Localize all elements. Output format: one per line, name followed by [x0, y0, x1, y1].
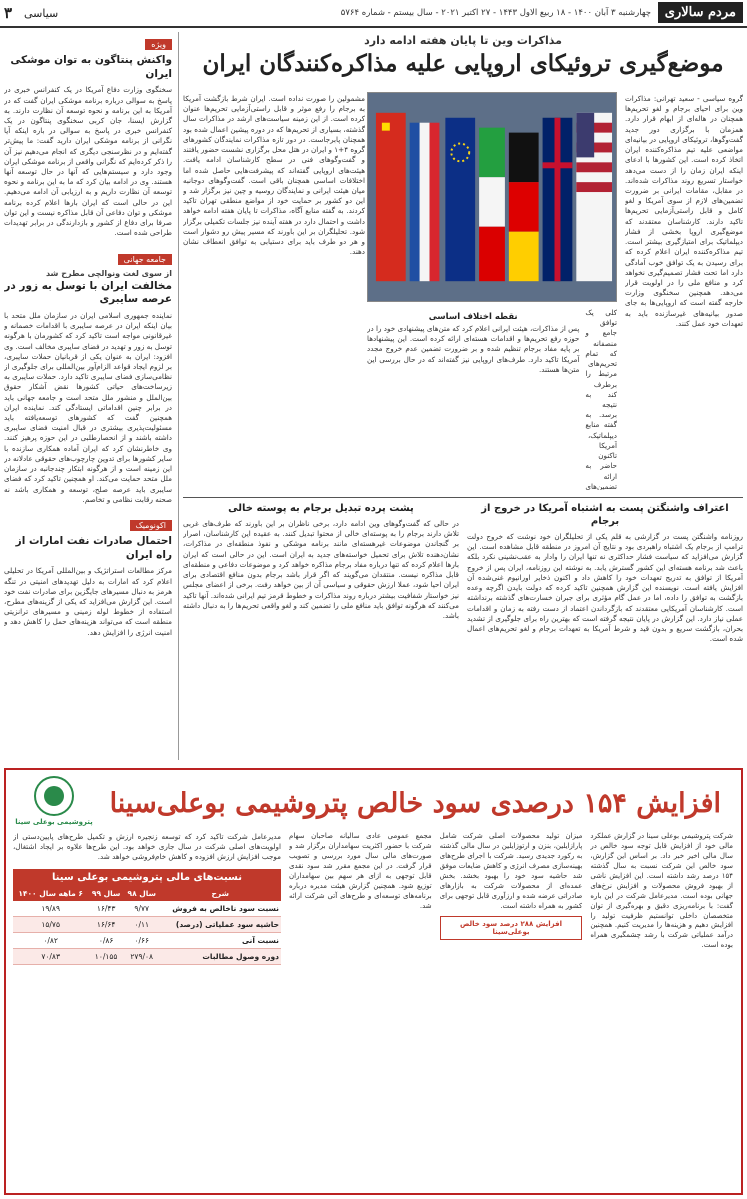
page-header — [0, 0, 747, 28]
sidebar-story-uae-oil — [4, 513, 172, 638]
story-body: مرکز مطالعات استراتژیک و بین‌المللی آمریکا در تحلیلی اعلام کرد که امارات به دلیل تهدیدهای امنیتی در تنگه هرمز به دنبال مسیرهای جایگزین برای صادرات نفت خود است. این گزارش می‌افزاید که یکی از گزینه‌های مطرح، استفاده از خطوط لوله زمینی و مسیرهای ترانزیتی منطقه است که می‌تواند هزینه‌های حمل را کاهش دهد و امنیت انرژی را افزایش دهد. — [4, 566, 172, 637]
table-cell: ۰/۸۶ — [88, 932, 124, 948]
table-cell: ۱۶/۶۴ — [88, 916, 124, 932]
column-text: کلی یک توافق جامع و منصفانه که تمام تحریم‌های مرتبط را برطرف کند به نتیجه برسد. به گفته منابع دیپلماتیک، آمریکا تاکنون حاضر به ارائه تضمین‌های — [585, 308, 617, 490]
table-body — [13, 901, 281, 965]
table-row — [13, 916, 281, 932]
second-column — [183, 94, 365, 490]
table-row — [13, 901, 281, 917]
column-text: شرکت پتروشیمی بوعلی سینا در گزارش عملکرد مالی خود از افزایش قابل توجه سود خالص در سال مالی اخیر خبر داد. بر اساس این گزارش، سود خالص این شرکت نسبت به سال گذشته ۱۵۴ درصد رشد داشته است. این افزایش ناشی از بهبود فروش محصولات و افزایش نرخ‌های جهانی بوده است. مدیرعامل شرکت در این باره گفت: با برنامه‌ریزی دقیق و بهره‌گیری از توان متخصصان داخلی توانستیم ظرفیت تولید را افزایش دهیم و هزینه‌ها را مدیریت کنیم. همچنین درآمد عملیاتی شرکت با رشد چشمگیری همراه بوده است. — [590, 832, 733, 950]
page-number: ۳ — [4, 4, 13, 22]
table-cell: ۱۵/۷۵ — [13, 916, 88, 932]
table-cell: ۲۷۹/۰۸ — [124, 948, 160, 964]
story-washington-post — [467, 498, 743, 760]
table-cell: ۱۹/۸۹ — [13, 901, 88, 917]
lead-column — [625, 94, 743, 490]
main-kicker: مذاکرات وین تا پایان هفته ادامه دارد — [364, 34, 562, 47]
column-text: پس از مذاکرات، هیئت ایرانی اعلام کرد که متن‌های پیشنهادی خود را در حوزه رفع تحریم‌ها و اقدامات هسته‌ای ارائه کرده است. این پیشنهادها بر پایه مفاد برجام تنظیم شده و بر ضرورت تضمین عدم خروج مجدد آمریکا تاکید دارد. طرف‌های اروپایی نیز گفته‌اند که در حال بررسی این متن‌ها هستند. — [367, 324, 580, 374]
table-header-cell: شرح — [160, 886, 281, 901]
story-body: در حالی که گفت‌وگوهای وین ادامه دارد، برخی ناظران بر این باورند که طرف‌های غربی تلاش دارند برجام را به پوسته‌ای خالی از محتوا تبدیل کنند. به عقیده این کارشناسان، اصرار بر گنجاندن موضوعات غیرهسته‌ای مانند برنامه موشکی و نفوذ منطقه‌ای در مذاکرات، نشان‌دهنده تلاش برای تحمیل خواسته‌های جدید به ایران است. این در حالی است که ایران بارها اعلام کرده که تنها درباره مفاد برجام مذاکره خواهد کرد و موضوعات دفاعی و منطقه‌ای قابل مذاکره نیست. منتقدان می‌گویند که اگر قرار باشد برجام بدون منافع اقتصادی برای ایران احیا شود، عملا ارزش حقوقی و سیاسی آن از بین خواهد رفت. برخی از اعضای مجلس نیز خواستار شفافیت بیشتر درباره روند مذاکرات و خطوط قرمز تیم ایرانی شده‌اند. آنها تاکید می‌کنند که هرگونه توافق باید منافع ملی را تضمین کند و لغو واقعی تحریم‌ها را به دنبال داشته باشد. — [183, 519, 459, 620]
sidebar-story-missiles — [4, 32, 172, 239]
column-text: میزان تولید محصولات اصلی شرکت شامل پارازایلین، بنزن و ارتوزایلین در سال مالی گذشته به رکورد جدیدی رسید. شرکت با اجرای طرح‌های بهینه‌سازی مصرف انرژی و کاهش ضایعات موفق شد حاشیه سود خود را بهبود بخشد. بخش عمده‌ای از محصولات شرکت به بازارهای صادراتی عرضه شده و ارزآوری قابل توجهی برای کشور به همراه داشته است. — [439, 832, 583, 910]
lead-text: گروه سیاسی - سعید تهرانی: مذاکرات وین برای احیای برجام و لغو تحریم‌ها همچنان در هاله‌ای از ابهام قرار دارد. همزمان با برگزاری دور جدید گفت‌وگوها، تروئیکای اروپایی در بیانیه‌ای مواضعی علیه تیم مذاکره‌کننده ایران اتخاذ کرده است. این کشورها با ادعای اینکه ایران زمان را از دست می‌دهد خواستار تسریع روند مذاکرات شده‌اند. در مقابل، مقامات ایرانی بر ضرورت تضمین‌های لازم از سوی آمریکا و لغو کامل و قابل راستی‌آزمایی تحریم‌ها تاکید دارند. کارشناسان معتقدند که موضع‌گیری اروپا بخشی از فشار دیپلماتیک برای امتیازگیری بیشتر است. تیم مذاکره‌کننده ایران اعلام کرده که برای رسیدن به یک توافق خوب آمادگی دارد اما تحت فشار تصمیم‌گیری نخواهد کرد و منافع ملی را در اولویت قرار می‌دهد. همچنین سخنگوی وزارت خارجه گفته است که اروپایی‌ها به جای صدور بیانیه‌های غیرسازنده باید به تعهدات خود عمل کنند. — [625, 94, 743, 328]
ad-column — [590, 832, 733, 1190]
table-row — [13, 948, 281, 964]
table-header-cell: ۶ ماهه سال ۱۴۰۰ — [13, 886, 88, 901]
ad-table-column — [13, 832, 281, 1190]
table-cell: دوره وصول مطالبات — [160, 948, 281, 964]
dateline: چهارشنبه ۳ آبان ۱۴۰۰ - ۱۸ ربیع الاول ۱۴۴۳ - ۲۷ اکتبر ۲۰۲۱ - سال بیستم - شماره ۵۷۶۴ — [340, 8, 651, 18]
table-header-cell: سال ۹۸ — [124, 886, 160, 901]
column-text: مدیرعامل شرکت تاکید کرد که توسعه زنجیره ارزش و تکمیل طرح‌های پایین‌دستی از اولویت‌های اصلی شرکت در سال جاری خواهد بود. این طرح‌ها علاوه بر ایجاد اشتغال، موجب افزایش ارزش افزوده و کاهش خام‌فروشی خواهد شد. — [13, 832, 281, 862]
story-tag: جامعه جهانی — [118, 254, 172, 265]
story-body: روزنامه واشنگتن پست در گزارشی به قلم یکی از تحلیلگران خود نوشت که خروج دولت ترامپ از برجام یک اشتباه راهبردی بود و نتایج آن امروز در منطقه قابل مشاهده است. این گزارش می‌افزاید که سیاست فشار حداکثری نه تنها ایران را وادار به عقب‌نشینی نکرد بلکه باعث شد برنامه هسته‌ای این کشور گسترش یابد. به نوشته این روزنامه، ایران پس از خروج آمریکا از توافق به تدریج تعهدات خود را کاهش داد و اکنون ذخایر اورانیوم غنی‌شده آن افزایش یافته است. نویسنده این گزارش همچنین تاکید کرده که دولت بایدن اگرچه وعده بازگشت به توافق را داده، اما در عمل گام مؤثری برای جبران خسارت‌های گذشته برنداشته است. کارشناسان آمریکایی معتقدند که بازگرداندن اعتماد از دست رفته به زمان و اقدامات عملی نیاز دارد. این گزارش در پایان نتیجه گرفته است که بهترین راه برای جلوگیری از تشدید بحران، بازگشت سریع و بدون قید و شرط آمریکا به تعهدات برجام و لغو تحریم‌های اعمال شده است. — [467, 532, 743, 644]
story-headline: پشت پرده تبدیل برجام به پوسته خالی — [228, 503, 414, 514]
section-name: سیاسی — [24, 7, 59, 20]
story-headline: مخالفت ایران با توسل به زور در عرصه سایبری — [4, 279, 172, 306]
financial-ratios-table — [13, 886, 281, 965]
highlight-box: افزایش ۲۸۸ درصد سود خالص بوعلی‌سینا — [440, 916, 583, 940]
table-cell: ۷۰/۸۳ — [13, 948, 88, 964]
ad-column — [440, 832, 583, 1190]
company-logo — [14, 776, 94, 828]
table-cell: ۹/۷۷ — [124, 901, 160, 917]
flags-photo — [367, 92, 617, 302]
table-cell: ۰/۱۱ — [124, 916, 160, 932]
table-cell: نسبت آنی — [160, 932, 281, 948]
table-cell: نسبت سود ناخالص به فروش — [160, 901, 281, 917]
table-cell: ۰/۶۶ — [124, 932, 160, 948]
table-header-row — [13, 886, 281, 901]
subheading: نقطه اختلاف اساسی — [428, 312, 518, 322]
story-headline: احتمال صادرات نفت امارات از راه ایران — [15, 535, 172, 561]
under-photo-columns — [367, 308, 617, 490]
flags-illustration — [368, 93, 616, 301]
story-headline: اعتراف واشنگتن پست به اشتباه آمریکا در خروج از برجام — [481, 503, 729, 527]
sidebar — [4, 32, 179, 760]
newspaper-masthead: مردم سالاری — [658, 2, 743, 23]
ad-body — [13, 832, 733, 1190]
main-headline: موضع‌گیری تروئیکای اروپایی علیه مذاکره‌کنندگان ایران — [202, 50, 724, 77]
story-jcpoa-shell — [183, 498, 459, 760]
table-cell: ۰/۸۲ — [13, 932, 88, 948]
ad-column — [289, 832, 432, 1190]
column-text: مشمولین را صورت نداده است. ایران شرط بازگشت آمریکا به برجام را رفع موثر و قابل راستی‌آزمایی تحریم‌ها عنوان کرده است. از این زمینه سیاست‌های ارشد در مذاکرات سال گذشته، بسیاری از تحریم‌ها که در دوره پیشین اعمال شده بود همچنان پابرجاست. در دور تازه مذاکرات نمایندگان کشورهای گروه ۴+۱ و ایران در هتل محل برگزاری نشست حضور یافتند و گفت‌وگوهای فنی در سطح کارشناسان ادامه یافت. هیئت‌های اروپایی گفته‌اند که پیشرفت‌هایی حاصل شده اما اختلافات اساسی همچنان باقی است. گفت‌وگوهای دوجانبه میان هیئت ایرانی و نمایندگان روسیه و چین نیز برگزار شد و این دو کشور بر حمایت خود از مواضع منطقی تهران تاکید کردند. به گفته منابع آگاه، مذاکرات تا پایان هفته ادامه خواهد داشت و احتمال دارد در هفته آینده نیز جلسات تکمیلی برگزار شود. تحلیلگران بر این باورند که مسیر پیش رو دشوار است و هر دو طرف باید برای دستیابی به توافق انعطاف نشان دهند. — [183, 94, 365, 257]
logo-text: پتروشیمی بوعلی سینا — [15, 818, 93, 826]
table-cell: ۱۶/۴۳ — [88, 901, 124, 917]
main-story — [183, 32, 743, 760]
story-headline: واکنش پنتاگون به توان موشکی ایران — [10, 54, 172, 80]
table-cell: ۱۰/۱۵۵ — [88, 948, 124, 964]
story-body: سخنگوی وزارت دفاع آمریکا در یک کنفرانس خبری در پاسخ به سوالی درباره برنامه موشکی ایران گفت که در آمریکا به این برنامه و نحوه توسعه آن نظارت دارند. به گزارش ایسنا، جان کربی سخنگوی پنتاگون در یک کنفرانس خبری در پاسخ به سوالی در باره اینکه آیا نگرانی از برنامه موشکی ایران دارید گفت: ما پیش‌تر گفته‌ایم و در نظرسنجی دیگری که انجام می‌دهیم نیز آن را ذکر کرده‌ایم که نگرانی واقعی از برنامه موشکی ایران وجود دارد و سیستم‌هایی که آنها در حال توسعه آنها هستند. وی در ادامه بیان کرد که ما به این برنامه و نحوه توسعه آن نظارت داریم و به ارزیابی آن ادامه می‌دهیم. این در حالی است که ایران بارها اعلام کرده برنامه موشکی و توان دفاعی آن قابل مذاکره نیست و این توان صرفا برای دفاع از کشور و بازدارندگی در برابر تهدیدات طراحی شده است. — [4, 85, 172, 238]
table-row — [13, 932, 281, 948]
logo-icon — [34, 776, 74, 816]
story-tag: ویژه — [145, 39, 172, 50]
story-tag: اکونومیک — [130, 520, 172, 531]
table-title: نسبت‌های مالی پتروشیمی بوعلی سینا — [13, 869, 281, 886]
advertisement — [4, 768, 743, 1195]
column-text: مجمع عمومی عادی سالیانه صاحبان سهام شرکت با حضور اکثریت سهامداران برگزار شد و صورت‌های مالی سال مورد بررسی و تصویب قرار گرفت. در این مجمع مقرر شد سود نقدی قابل توجهی به ازای هر سهم بین سهامداران توزیع شود. همچنین گزارش هیئت مدیره درباره برنامه‌های توسعه‌ای و طرح‌های آتی شرکت ارائه شد. — [288, 832, 432, 910]
table-header-cell: سال ۹۹ — [88, 886, 124, 901]
sidebar-story-cyber — [4, 247, 172, 505]
bottom-stories — [183, 497, 743, 760]
ad-headline: افزایش ۱۵۴ درصدی سود خالص پتروشیمی بوعلی‌سینا — [109, 788, 721, 819]
table-cell: حاشیه سود عملیاتی (درصد) — [160, 916, 281, 932]
story-body: نماینده جمهوری اسلامی ایران در سازمان ملل متحد با بیان اینکه ایران در عرصه سایبری با اقدامات خصمانه و غیرقانونی مواجه است تاکید کرد که کشورمان با هرگونه توسل به زور و تهدید در فضای سایبری مخالف است. وی افزود: ایران به عنوان یکی از قربانیان حملات سایبری، بر لزوم ایجاد قواعد الزام‌آور بین‌المللی برای جلوگیری از نظامی‌سازی فضای سایبری تاکید دارد. حملات سایبری به زیرساخت‌های حیاتی کشورها نقض آشکار حقوق بین‌الملل و منشور ملل متحد است و جامعه جهانی باید در برابر چنین اقداماتی ایستادگی کند. نماینده ایران همچنین گفت که کشورهای توسعه‌یافته باید مسئولیت‌پذیری بیشتری در قبال امنیت فضای سایبری داشته باشند و از انحصارطلبی در این حوزه پرهیز کنند. وی خاطرنشان کرد که ایران آماده همکاری سازنده با سایر کشورها برای تدوین چارچوب‌های حقوقی عادلانه در این زمینه است و از هرگونه ابتکار چندجانبه در سازمان ملل متحد حمایت می‌کند. او همچنین تاکید کرد که فضای سایبری باید عرصه صلح، توسعه و همکاری باشد نه صحنه رقابت نظامی و تخاصم. — [4, 310, 172, 504]
story-kicker: از سوی لغت ونوالچی مطرح شد — [45, 268, 172, 278]
